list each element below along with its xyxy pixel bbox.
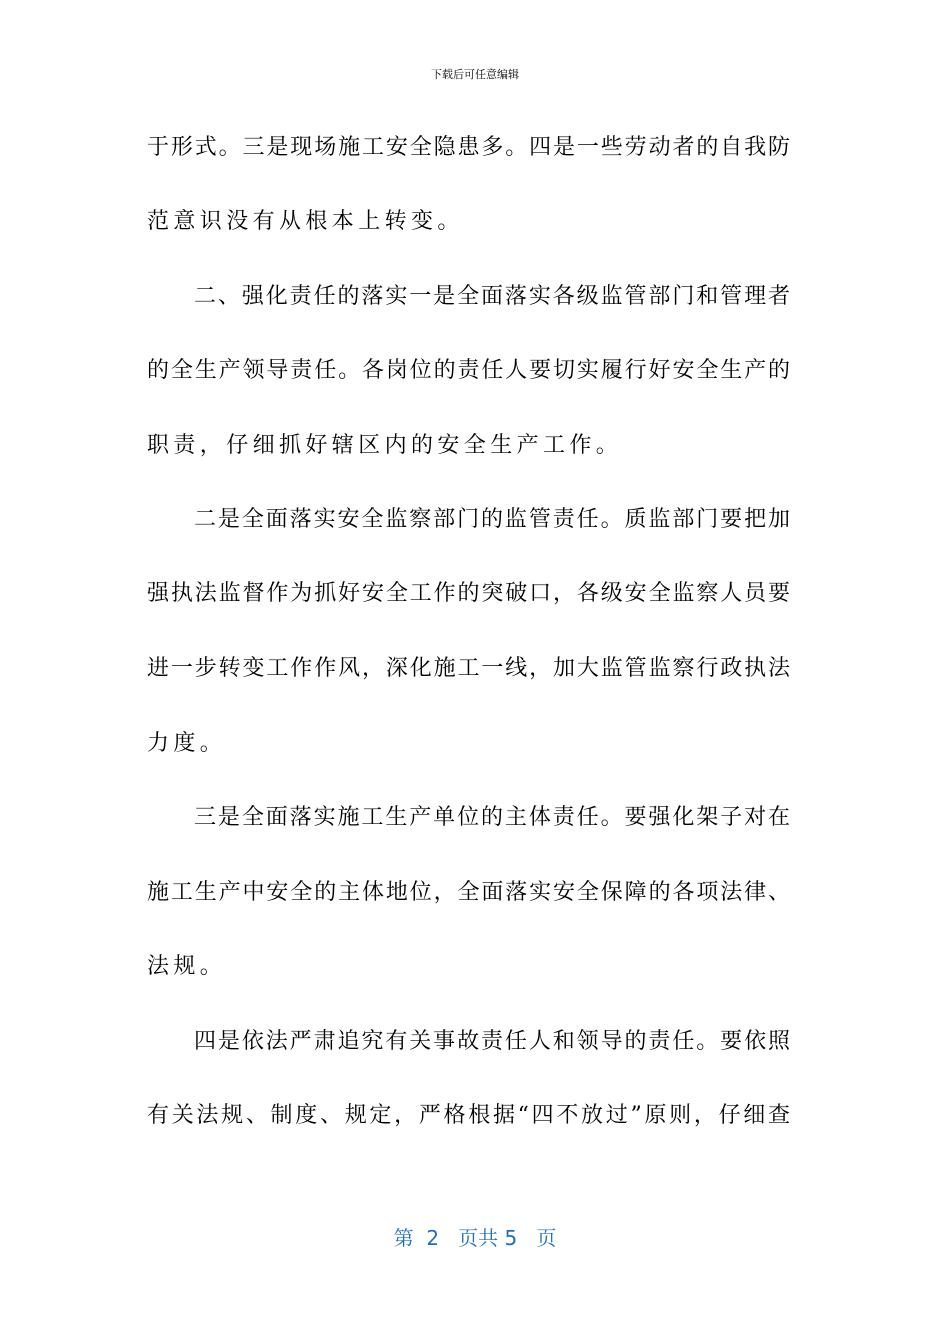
body-line: 范意识没有从根本上转变。 <box>147 209 464 234</box>
page-number-footer: 第 2 页共 5 页 <box>393 1226 557 1250</box>
body-line: 二是全面落实安全监察部门的监管责任。质监部门要把加 <box>194 507 790 532</box>
body-line: 于形式。三是现场施工安全隐患多。四是一些劳动者的自我防 <box>147 135 790 160</box>
body-line: 进一步转变工作作风，深化施工一线，加大监管监察行政执法 <box>147 656 790 681</box>
body-line: 二、强化责任的落实一是全面落实各级监管部门和管理者 <box>194 284 790 309</box>
body-line: 施工生产中安全的主体地位，全面落实安全保障的各项法律、 <box>147 880 790 905</box>
body-line: 法规。 <box>147 954 227 979</box>
body-line: 强执法监督作为抓好安全工作的突破口，各级安全监察人员要 <box>147 581 790 606</box>
body-line: 职责，仔细抓好辖区内的安全生产工作。 <box>147 433 623 458</box>
page-header: 下载后可任意编辑 <box>431 68 519 81</box>
body-line: 四是依法严肃追究有关事故责任人和领导的责任。要依照 <box>194 1029 790 1054</box>
body-line: 三是全面落实施工生产单位的主体责任。要强化架子对在 <box>194 805 790 830</box>
body-line: 力度。 <box>147 731 227 756</box>
body-line: 有关法规、制度、规定，严格根据“四不放过”原则，仔细查 <box>147 1103 790 1128</box>
body-line: 的全生产领导责任。各岗位的责任人要切实履行好安全生产的 <box>147 358 790 383</box>
